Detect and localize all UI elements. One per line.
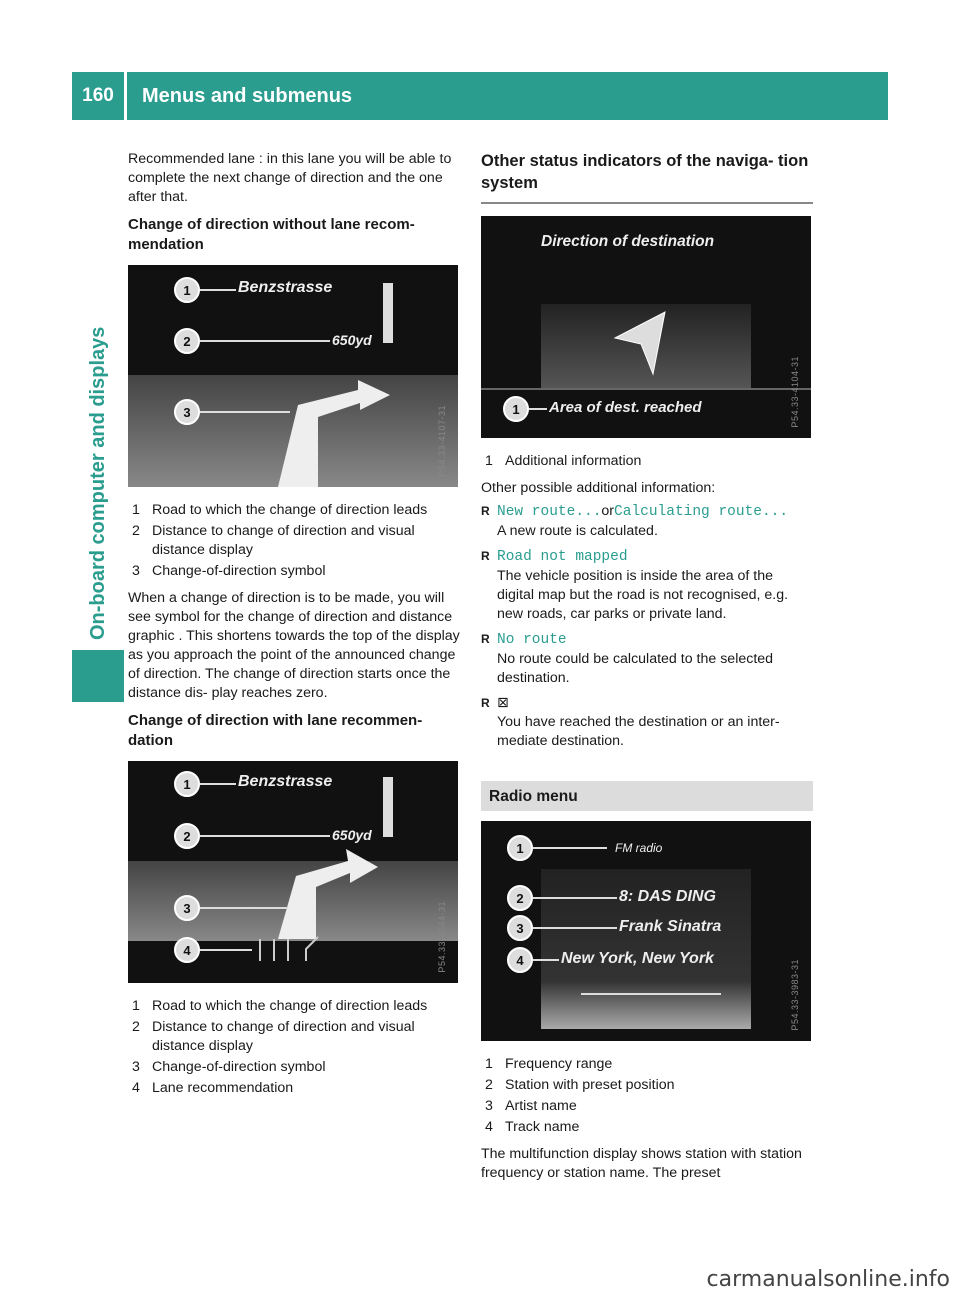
callout-1: 1 [507, 835, 533, 861]
figure-direction-with-lane [128, 761, 458, 983]
heading-rule [481, 202, 813, 204]
callout-line [200, 949, 252, 951]
destination-caption: Area of dest. reached [549, 399, 702, 416]
callout-2: 2 [174, 328, 200, 354]
callout-line [200, 289, 236, 291]
legend-item: 3 Change-of-direction symbol [132, 563, 326, 579]
body-paragraph: The multifunction display shows station with station frequency or station name. The preset [481, 1146, 802, 1181]
list-item: R New route...orCalculating route... A new route is calculated. [481, 502, 813, 541]
street-name: Benzstrasse [238, 279, 333, 296]
legend-item: 4 Lane recommendation [132, 1080, 294, 1096]
legend-item: 3 Change-of-direction symbol [132, 1059, 326, 1075]
page-title: Menus and submenus [142, 84, 353, 107]
destination-flag-icon: ⊠ [497, 695, 509, 711]
distance-value: 650yd [332, 827, 372, 843]
artist-name: Frank Sinatra [619, 918, 722, 935]
list-item: R Road not mapped The vehicle position is inside the area of the digital map but the road is not recognised, e.g. new roads, car parks or private land. [481, 547, 813, 624]
legend-item: 1 Frequency range [485, 1056, 613, 1072]
side-tab-marker [72, 650, 124, 702]
list-item: R No route No route could be calculated to the selected destination. [481, 630, 813, 688]
frequency-band: FM radio [615, 841, 663, 855]
legend-item: 2 Distance to change of direction and visual distance display [132, 523, 415, 558]
legend-item: 2 Station with preset position [485, 1077, 675, 1093]
legend-item: 3 Artist name [485, 1098, 577, 1114]
street-name: Benzstrasse [238, 773, 333, 790]
track-name: New York, New York [561, 950, 714, 967]
callout-3: 3 [174, 895, 200, 921]
callout-line [200, 783, 236, 785]
destination-title: Direction of destination [541, 233, 715, 250]
callout-line [200, 340, 330, 342]
legend-item: 1 Additional information [485, 453, 642, 469]
callout-4: 4 [507, 947, 533, 973]
callout-line [533, 959, 559, 961]
footer-watermark: carmanualsonline.info [706, 1267, 950, 1292]
callout-4: 4 [174, 937, 200, 963]
left-column [128, 150, 460, 1106]
section-radio-menu: Radio menu [481, 781, 813, 811]
header-bar [72, 72, 888, 120]
page-number: 160 [72, 72, 127, 120]
legend-list-4 [481, 1055, 813, 1137]
callout-line [200, 907, 288, 909]
section-side-label: On-board computer and displays [87, 326, 109, 640]
callout-2: 2 [174, 823, 200, 849]
body-paragraph: When a change of direction is to be made, you will see symbol for the change of direction and distance graphic . This shortens towards the top of the display as you approach the point of the announced change of direction. The change of direction starts once the distance dis- play reaches zero. [128, 590, 460, 701]
heading-status-indicators: Other status indicators of the naviga- tion system [481, 152, 809, 192]
legend-item: 4 Track name [485, 1119, 580, 1135]
distance-value: 650yd [332, 332, 372, 348]
heading-without-lane: Change of direction without lane recom- mendation [128, 216, 415, 253]
callout-1: 1 [174, 277, 200, 303]
station-name: 8: DAS DING [619, 888, 716, 905]
figure-code: P54.33-4104-31 [790, 356, 800, 428]
callout-line [529, 408, 547, 410]
figure-code: P54.33-4107-31 [437, 405, 447, 477]
figure-direction-no-lane [128, 265, 458, 487]
callout-line [200, 411, 290, 413]
status-bullet-list [481, 502, 813, 751]
legend-list-3 [481, 452, 813, 471]
legend-item: 1 Road to which the change of direction leads [132, 502, 428, 518]
legend-item: 2 Distance to change of direction and visual distance display [132, 1019, 415, 1054]
figure-code: P54.33-4544-31 [437, 901, 447, 973]
intro-paragraph: Recommended lane : in this lane you will be able to complete the next change of direction and the one after that. [128, 151, 452, 205]
callout-3: 3 [507, 915, 533, 941]
legend-list-1 [128, 501, 460, 581]
callout-1: 1 [503, 396, 529, 422]
figure-destination [481, 216, 811, 438]
callout-1: 1 [174, 771, 200, 797]
heading-with-lane: Change of direction with lane recommen- dation [128, 712, 423, 749]
callout-line [200, 835, 330, 837]
callout-2: 2 [507, 885, 533, 911]
callout-line [533, 927, 617, 929]
figure-radio [481, 821, 811, 1041]
legend-list-2 [128, 997, 460, 1098]
list-item: R ⊠ You have reached the destination or an inter- mediate destination. [481, 694, 813, 751]
legend-item: 1 Road to which the change of direction leads [132, 998, 428, 1014]
callout-line [533, 897, 617, 899]
figure-code: P54.33-3983-31 [790, 959, 800, 1031]
callout-3: 3 [174, 399, 200, 425]
other-info-intro: Other possible additional information: [481, 480, 716, 496]
callout-line [533, 847, 607, 849]
right-column [481, 150, 813, 1191]
